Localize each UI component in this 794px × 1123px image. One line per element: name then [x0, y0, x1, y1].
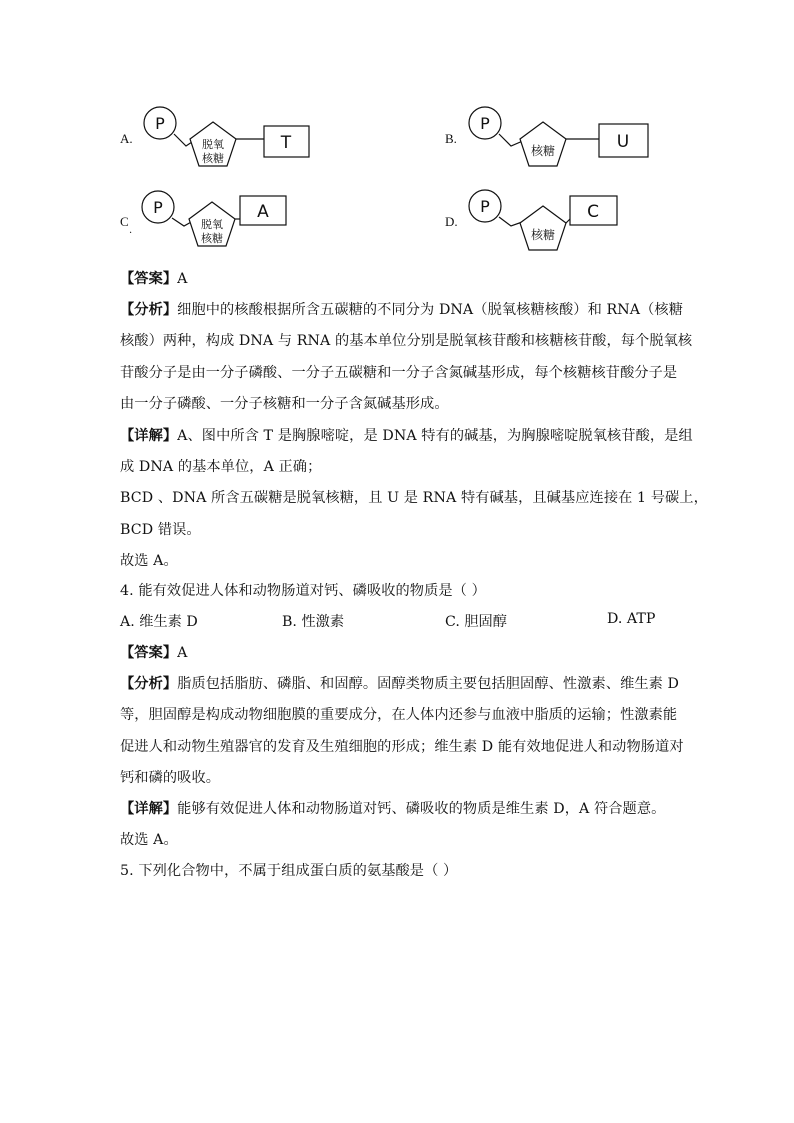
q3-analysis-line: 核酸）两种，构成 DNA 与 RNA 的基本单位分别是脱氧核苷酸和核糖核苷酸，每个脱氧核: [120, 333, 693, 349]
detail-tag: 【详解】: [120, 428, 178, 444]
option-c-letter: C: [120, 214, 129, 229]
q4-stem: 4. 能有效促进人体和动物肠道对钙、磷吸收的物质是（ ）: [120, 583, 486, 599]
analysis-tag: 【分析】: [120, 676, 178, 692]
q3-detail-line: 成 DNA 的基本单位，A 正确；: [120, 459, 322, 475]
q5-stem: 5. 下列化合物中，不属于组成蛋白质的氨基酸是（ ）: [120, 863, 458, 879]
answer-value: A: [177, 645, 188, 661]
answer-value: A: [177, 271, 188, 287]
q4-option-d[interactable]: D. ATP: [607, 611, 656, 627]
stray-dot: .: [129, 225, 133, 236]
q4-analysis-line: 促进人和动物生殖器官的发育及生殖细胞的形成；维生素 D 能有效地促进人和动物肠道对: [120, 739, 684, 755]
sugar-label-line2: 核糖: [530, 228, 556, 242]
detail-text: 能够有效促进人体和动物肠道对钙、磷吸收的物质是维生素 D，A 符合题意。: [177, 801, 666, 817]
analysis-tag: 【分析】: [120, 302, 178, 318]
q4-answer: [120, 643, 188, 663]
detail-text: A、图中所含 T 是胸腺嘧啶，是 DNA 特有的碱基，为胸腺嘧啶脱氧核苷酸，是组: [177, 428, 693, 444]
nucleotide-diagram-c: [138, 186, 318, 258]
answer-tag: 【答案】: [120, 645, 178, 661]
analysis-text: 细胞中的核酸根据所含五碳糖的不同分为 DNA（脱氧核糖核酸）和 RNA（核糖: [177, 302, 683, 318]
q3-detail-line: [120, 426, 693, 446]
q4-option-a[interactable]: A. 维生素 D: [120, 614, 198, 630]
phosphate-label: P: [155, 114, 165, 133]
answer-tag: 【答案】: [120, 271, 178, 287]
sugar-label-line1: 脱氧: [202, 138, 224, 151]
q3-answer: [120, 269, 188, 289]
q4-analysis-line: [120, 674, 679, 694]
q3-detail-line: BCD 、DNA 所含五碳糖是脱氧核糖，且 U 是 RNA 特有碱基，且碱基应连接在 1 号碳上，: [120, 490, 708, 506]
q3-detail-line: BCD 错误。: [120, 522, 201, 538]
option-d-letter: D.: [445, 214, 458, 229]
nucleotide-diagram-a: [138, 102, 318, 174]
q3-conclusion: 故选 A。: [120, 553, 178, 569]
phosphate-label: P: [480, 197, 490, 216]
q3-analysis-line: 由一分子磷酸、一分子核糖和一分子含氮碱基形成。: [120, 396, 449, 412]
sugar-label-line1: 脱氧: [201, 218, 223, 231]
q3-analysis-line: [120, 300, 683, 320]
phosphate-label: P: [480, 114, 490, 133]
q4-conclusion: 故选 A。: [120, 832, 178, 848]
phosphate-label: P: [153, 198, 163, 217]
option-a-letter: A.: [120, 131, 133, 146]
q4-detail-line: [120, 799, 665, 819]
sugar-label-line2: 核糖: [530, 144, 556, 158]
option-b-letter: B.: [445, 131, 457, 146]
base-label: C: [587, 202, 599, 222]
nucleotide-diagram-b: [463, 102, 653, 174]
q4-options: [0, 611, 794, 631]
sugar-label-line2: 核糖: [201, 232, 223, 245]
nucleotide-diagram-d: [463, 186, 633, 258]
q3-analysis-line: 苷酸分子是由一分子磷酸、一分子五碳糖和一分子含氮碱基形成，每个核糖核苷酸分子是: [120, 365, 678, 381]
detail-tag: 【详解】: [120, 801, 178, 817]
q4-option-c[interactable]: C. 胆固醇: [445, 614, 507, 630]
base-label: T: [280, 133, 292, 153]
q4-option-b[interactable]: B. 性激素: [282, 614, 345, 630]
q4-analysis-line: 钙和磷的吸收。: [120, 770, 221, 786]
base-label: U: [616, 132, 630, 152]
analysis-text: 脂质包括脂肪、磷脂、和固醇。固醇类物质主要包括胆固醇、性激素、维生素 D: [177, 676, 680, 692]
base-label: A: [257, 202, 269, 222]
sugar-label-line2: 核糖: [202, 152, 224, 165]
q4-analysis-line: 等，胆固醇是构成动物细胞膜的重要成分，在人体内还参与血液中脂质的运输；性激素能: [120, 707, 678, 723]
